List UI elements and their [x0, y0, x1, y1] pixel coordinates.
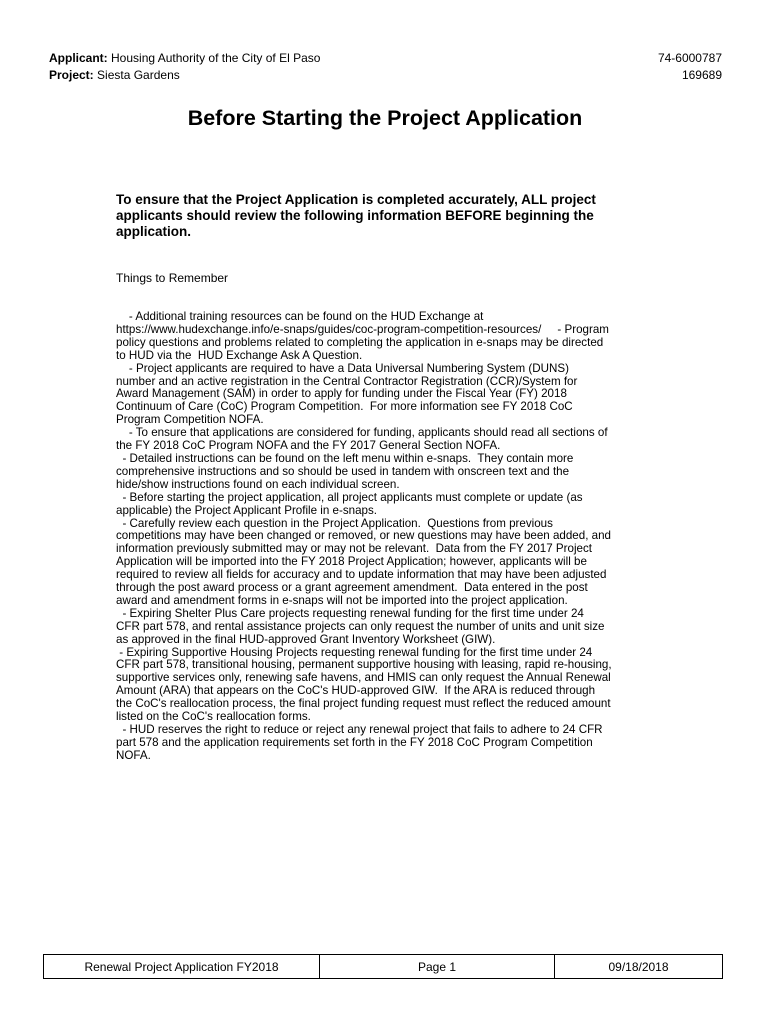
header-row-project — [49, 67, 722, 84]
things-to-remember-heading: Things to Remember — [116, 271, 229, 285]
body-line: - To ensure that applications are considered for funding, applicants should read all sections of — [116, 426, 608, 440]
footer-application-name: Renewal Project Application FY2018 — [44, 955, 320, 978]
project-label: Project: — [49, 68, 94, 82]
footer-date: 09/18/2018 — [608, 959, 669, 974]
body-line: - Project applicants are required to have a Data Universal Numbering System (DUNS) — [116, 361, 569, 375]
body-line: to HUD via the HUD Exchange Ask A Question. — [116, 348, 363, 362]
applicant-label: Applicant: — [49, 51, 108, 65]
body-line: NOFA. — [116, 748, 151, 762]
body-line: comprehensive instructions and so should be used in tandem with onscreen text and the — [116, 464, 570, 478]
body-line: competitions may have been changed or removed, or new questions may have been added, and — [116, 529, 611, 543]
body-line: applicable) the Project Applicant Profile in e-snaps. — [116, 503, 378, 517]
body-line: hide/show instructions found on each individual screen. — [116, 477, 400, 491]
page-footer — [43, 954, 723, 979]
body-line: policy questions and problems related to completing the application in e-snaps may be directed — [116, 335, 604, 349]
body-line: CFR part 578, and rental assistance projects can only request the number of units and unit size — [116, 619, 605, 633]
page-header — [49, 50, 722, 84]
body-line: - Additional training resources can be found on the HUD Exchange at — [116, 310, 484, 323]
footer-page-number: Page 1 — [320, 955, 555, 978]
project-number: 169689 — [681, 68, 722, 82]
body-line: as approved in the final HUD-approved Grant Inventory Worksheet (GIW). — [116, 632, 496, 646]
project-value: Siesta Gardens — [97, 68, 180, 82]
body-line: - Expiring Supportive Housing Projects requesting renewal funding for the first time under 24 — [116, 645, 593, 659]
body-line: https://www.hudexchange.info/e-snaps/guides/coc-program-competition-resources/ - Program — [116, 322, 609, 336]
body-line: Award Management (SAM) in order to apply for funding under the Fiscal Year (FY) 2018 — [116, 387, 567, 401]
body-line: - Detailed instructions can be found on the left menu within e-snaps. They contain more — [116, 451, 574, 465]
body-line: the FY 2018 CoC Program NOFA and the FY 2017 General Section NOFA. — [116, 439, 501, 453]
body-line: listed on the CoC's reallocation forms. — [116, 710, 311, 724]
body-line: number and an active registration in the Central Contractor Registration (CCR)/System for — [116, 374, 578, 388]
instructions-body — [116, 311, 656, 763]
intro-paragraph: To ensure that the Project Application is completed accurately, ALL project applicants should review the following information BEFORE beginning the application. — [116, 192, 596, 239]
body-line: required to review all fields for accuracy and to update information that may have been adjusted — [116, 568, 607, 582]
page-title: Before Starting the Project Application — [187, 106, 583, 130]
ein-number: 74-6000787 — [657, 51, 722, 65]
body-line: supportive services only, renewing safe havens, and HMIS can only request the Annual Renewal — [116, 671, 611, 685]
body-line: Continuum of Care (CoC) Program Competition. For more information see FY 2018 CoC — [116, 400, 573, 414]
body-line: - Before starting the project application, all project applicants must complete or update (as — [116, 490, 583, 504]
body-line: Program Competition NOFA. — [116, 413, 264, 427]
body-line: Amount (ARA) that appears on the CoC's HUD-approved GIW. If the ARA is reduced through — [116, 684, 596, 698]
project-info — [49, 67, 180, 84]
body-line: CFR part 578, transitional housing, permanent supportive housing with leasing, rapid re-housing, — [116, 658, 612, 672]
body-line: - HUD reserves the right to reduce or reject any renewal project that fails to adhere to 24 CFR — [116, 723, 603, 736]
body-line: through the post award process or a grant agreement amendment. Data entered in the post — [116, 581, 588, 595]
body-line: award and amendment forms in e-snaps will not be imported into the project application. — [116, 593, 568, 607]
body-line: the CoC's reallocation process, the final project funding request must reflect the reduced amount — [116, 697, 611, 711]
body-line: information previously submitted may or may not be relevant. Data from the FY 2017 Project — [116, 542, 592, 556]
applicant-value: Housing Authority of the City of El Paso — [111, 51, 321, 65]
body-line: - Carefully review each question in the Project Application. Questions from previous — [116, 516, 553, 530]
body-line: - Expiring Shelter Plus Care projects requesting renewal funding for the first time under 24 — [116, 606, 584, 620]
body-line: Application will be imported into the FY 2018 Project Application; however, applicants will be — [116, 555, 587, 569]
body-line: part 578 and the application requirements set forth in the FY 2018 CoC Program Competition — [116, 735, 593, 749]
applicant-info — [49, 50, 320, 67]
header-row-applicant — [49, 50, 722, 67]
